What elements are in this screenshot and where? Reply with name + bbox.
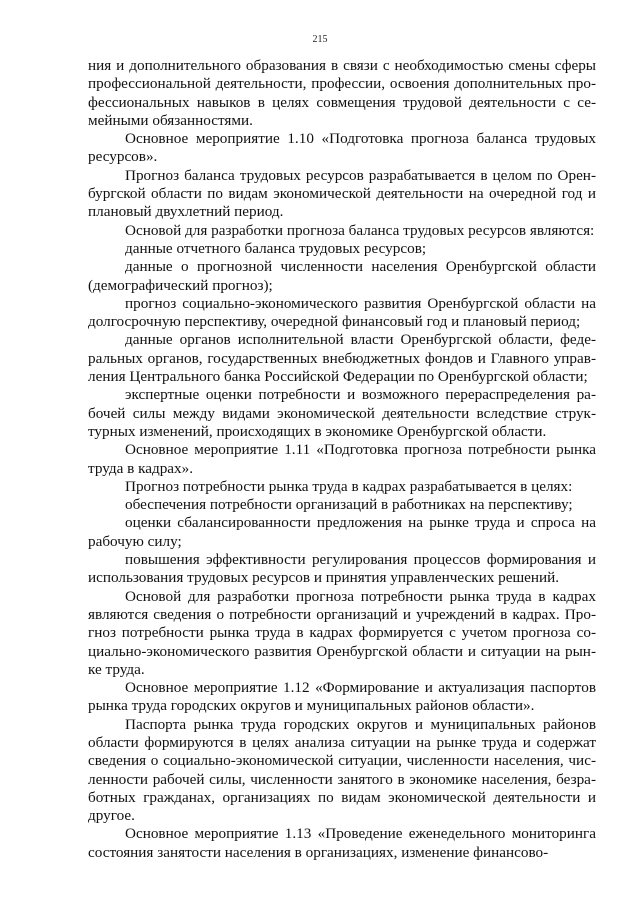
paragraph: обеспечения потребности организаций в работниках на перспективу; [125, 496, 573, 514]
paragraph: данные о прогнозной численности населения Оренбургской области (демографический прогноз); [88, 258, 596, 294]
paragraph: Прогноз баланса трудовых ресурсов разрабатывается в целом по Оренбургской области по видам экономической деятельности на очередной год и плановый двухлетний период. [88, 166, 596, 221]
paragraph: прогноз социально-экономического развития Оренбургской области на долгосрочную перспективу, очередной финансовый год и плановый период; [88, 294, 596, 331]
paragraph: Основой для разработки прогноза потребности рынка труда в кадрах являются сведения о потребности организаций и учреждений в кадрах. Прогноз потребности рынка труда в кадрах формируется с учетом прогноза социально-экономического развития Оренбургской области и ситуации на рынке труда. [88, 587, 596, 678]
paragraph: данные органов исполнительной власти Оренбургской области, федеральных органов, государственных внебюджетных фондов и Главного управления Центрального банка Российской Федерации по Оренбургской области; [88, 331, 596, 386]
paragraph: экспертные оценки потребности и возможного перераспределения рабочей силы между видами экономической деятельности вследствие структурных изменений, происходящих в экономике Оренбургской области. [88, 386, 596, 440]
paragraph: данные отчетного баланса трудовых ресурсов; [125, 239, 427, 257]
paragraph: Основное мероприятие 1.13 «Проведение еженедельного мониторинга состояния занятости населения в организациях, изменение финансово- [88, 825, 596, 861]
paragraph: Основой для разработки прогноза баланса трудовых ресурсов являются: [125, 221, 595, 239]
paragraph: Основное мероприятие 1.10 «Подготовка прогноза баланса трудовых ресурсов». [88, 130, 596, 166]
paragraph: оценки сбалансированности предложения на рынке труда и спроса на рабочую силу; [88, 514, 596, 550]
paragraph: Основное мероприятие 1.11 «Подготовка прогноза потребности рынка труда в кадрах». [88, 441, 596, 477]
paragraph: повышения эффективности регулирования процессов формирования и использования трудовых ресурсов и принятия управленческих решений. [88, 551, 596, 587]
paragraph: ния и дополнительного образования в связи с необходимостью смены сферы профессиональной деятельности, профессии, освоения дополнительных профессиональных навыков в целях совмещения трудовой деятельности с семейными обязанностями. [88, 57, 596, 129]
paragraph: Паспорта рынка труда городских округов и муниципальных районов области формируются в целях анализа ситуации на рынке труда и содержат сведения о социально-экономической ситуации, численности населения, численности рабочей силы, численности занятого в экономике населения, безработных гражданах, организациях по видам экономической деятельности и другое. [88, 715, 596, 825]
page-number: 215 [312, 34, 328, 45]
paragraph: Прогноз потребности рынка труда в кадрах разрабатывается в целях: [125, 477, 573, 495]
page-body [88, 57, 596, 862]
paragraph: Основное мероприятие 1.12 «Формирование и актуализация паспортов рынка труда городских округов и муниципальных районов области». [88, 679, 596, 715]
